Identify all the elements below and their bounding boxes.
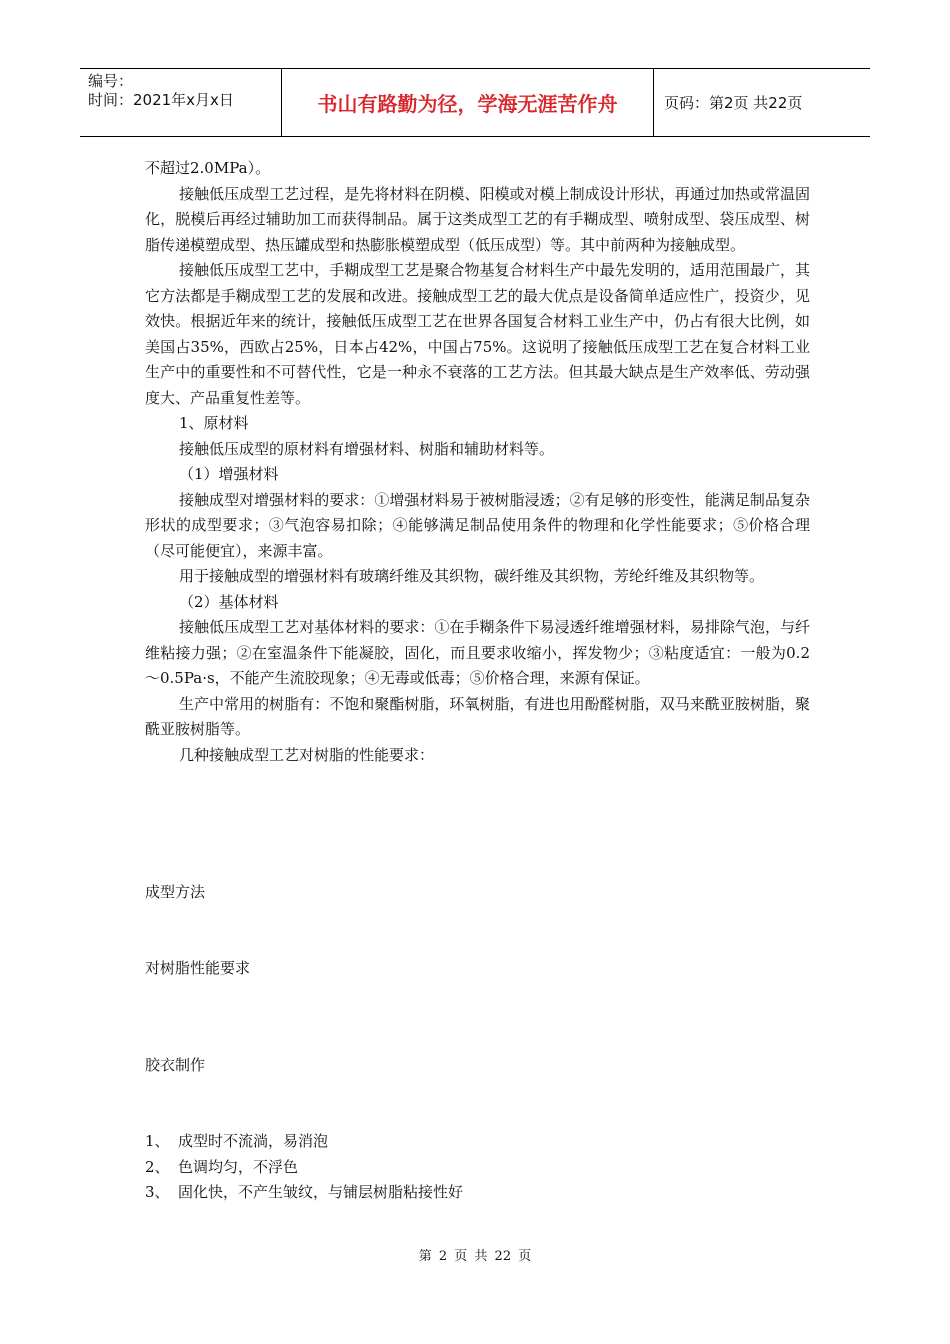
- subsection-heading: （2）基体材料: [179, 592, 279, 611]
- paragraph: 接触低压成型工艺中，手糊成型工艺是聚合物基复合材料生产中最先发明的，适用范围最广，其它方法都是手糊成型工艺的发展和改进。接触成型工艺的最大优点是设备简单适应性广，投资少，见效快。根据近年来的统计，接触低压成型工艺在世界各国复合材料工业生产中，仍占有很大比例，如美国占35%，西欧占25%，日本占42%，中国占75%。这说明了接触低压成型工艺在复合材料工业生产中的重要性和不可替代性，它是一种永不衰落的工艺方法。但其最大缺点是生产效率低、劳动强度大、产品重复性差等。: [145, 261, 810, 407]
- subsection-heading: （1）增强材料: [179, 465, 279, 483]
- list-text: 成型时不流淌，易消泡: [178, 1132, 329, 1150]
- body-text: [145, 156, 810, 768]
- paragraph: 接触低压成型工艺对基体材料的要求：①在手糊条件下易浸透纤维增强材料，易排除气泡，与纤维粘接力强；②在室温条件下能凝胶，固化，而且要求收缩小，挥发物少；③粘度适宜：一般为0.2～0.5Pa·s，不能产生流胶现象；④无毒或低毒；⑤价格合理，来源有保证。: [145, 618, 810, 687]
- header-motto: 书山有路勤为径，学海无涯苦作舟: [282, 69, 654, 136]
- paragraph: 不超过2.0MPa）。: [145, 159, 271, 177]
- paragraph: 接触低压成型工艺过程，是先将材料在阴模、阳模或对模上制成设计形状，再通过加热或常温固化，脱模后再经过辅助加工而获得制品。属于这类成型工艺的有手糊成型、喷射成型、袋压成型、树脂传递模塑成型、热压罐成型和热膨胀模塑成型（低压成型）等。其中前两种为接触成型。: [145, 184, 810, 254]
- list-text: 固化快，不产生皱纹，与铺层树脂粘接性好: [178, 1183, 464, 1201]
- requirement-list: [145, 1129, 463, 1206]
- list-text: 色调均匀，不浮色: [178, 1157, 299, 1176]
- paragraph: 用于接触成型的增强材料有玻璃纤维及其织物，碳纤维及其织物，芳纶纤维及其织物等。: [179, 567, 765, 585]
- list-number: 3、: [145, 1183, 170, 1201]
- header-page-number: 页码：第2页 共22页: [664, 94, 803, 112]
- table-label-method: 成型方法: [145, 883, 206, 901]
- list-item: [145, 1180, 463, 1206]
- list-number: 2、: [145, 1157, 170, 1176]
- page-footer: 第 2 页 共 22 页: [418, 1249, 532, 1264]
- list-number: 1、: [145, 1132, 170, 1150]
- section-heading: 1、原材料: [179, 414, 249, 432]
- table-label-requirement: 对树脂性能要求: [145, 959, 251, 977]
- paragraph: 接触成型对增强材料的要求：①增强材料易于被树脂浸透；②有足够的形变性，能满足制品复杂形状的成型要求；③气泡容易扣除；④能够满足制品使用条件的物理和化学性能要求；⑤价格合理（尽可能便宜），来源丰富。: [145, 490, 810, 560]
- header-info: [80, 69, 282, 136]
- paragraph: 接触低压成型的原材料有增强材料、树脂和辅助材料等。: [179, 439, 555, 458]
- document-number: 编号：: [88, 72, 134, 90]
- paragraph: 生产中常用的树脂有：不饱和聚酯树脂，环氧树脂，有进也用酚醛树脂，双马来酰亚胺树脂，聚酰亚胺树脂等。: [145, 694, 810, 738]
- paragraph: 几种接触成型工艺对树脂的性能要求：: [179, 745, 435, 764]
- list-item: [145, 1129, 463, 1155]
- document-date: 时间：2021年x月x日: [88, 91, 234, 109]
- list-item: [145, 1155, 463, 1181]
- page-header: [80, 68, 870, 137]
- table-label-gelcoat: 胶衣制作: [145, 1056, 206, 1074]
